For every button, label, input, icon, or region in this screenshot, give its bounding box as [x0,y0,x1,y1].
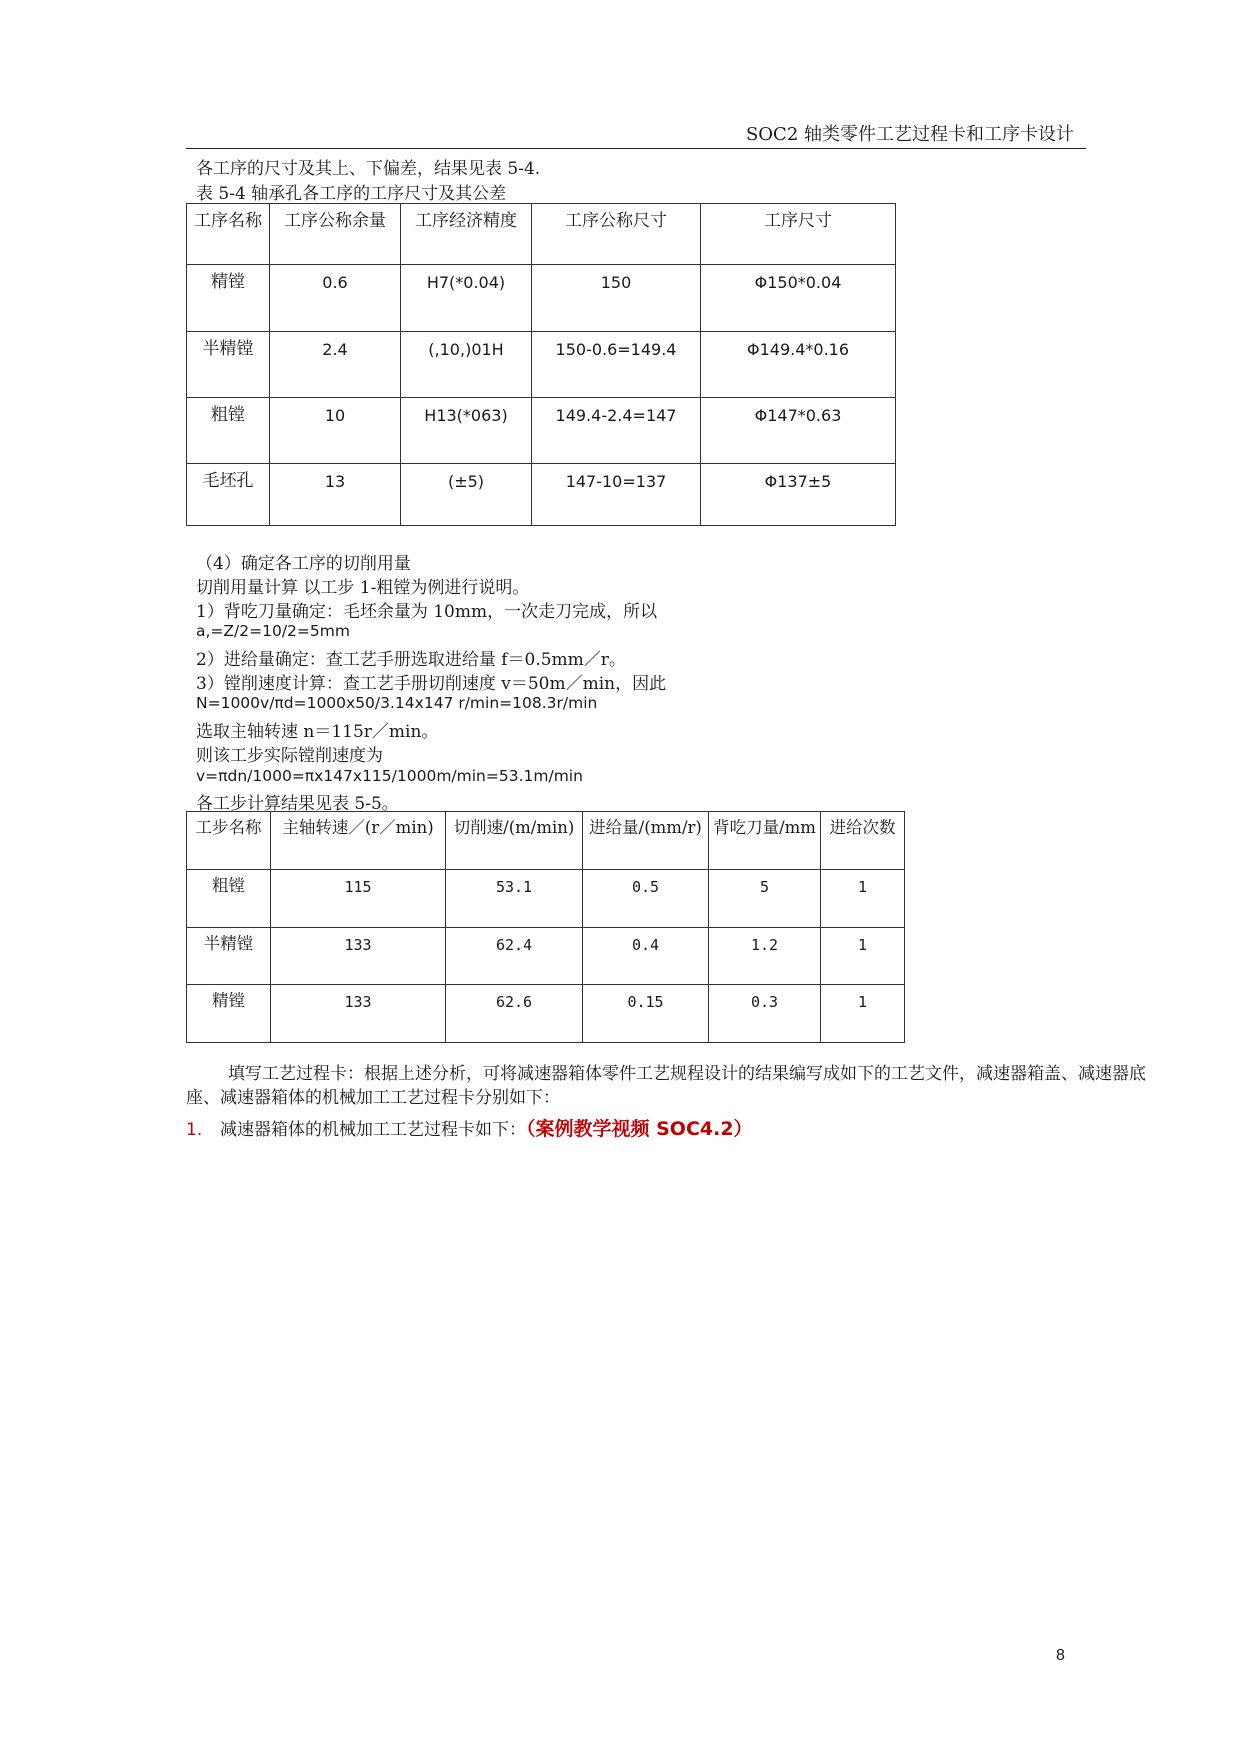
table-cell: (±5) [401,464,532,526]
header-cell: 主轴转速／(r／min) [271,812,446,870]
table-cell: 1 [821,928,905,985]
header-cell: 背吃刀量/mm [709,812,821,870]
page-number: 8 [1056,1647,1065,1664]
header-cell: 工序尺寸 [701,204,896,265]
table-cell: 53.1 [446,870,583,928]
table-cell: 0.6 [270,265,401,332]
table-cell: 133 [271,985,446,1043]
table-cell: 10 [270,398,401,464]
table-cell: 0.15 [583,985,709,1043]
table-cell: 半精镗 [187,332,270,398]
header-cell: 工序名称 [187,204,270,265]
table-row [187,265,896,332]
paragraph-text: 填写工艺过程卡：根据上述分析，可将减速器箱体零件工艺规程设计的结果编写成如下的工艺文件，减速器箱盖、减速器底座、减速器箱体的机械加工工艺过程卡分别如下： [186,1064,1146,1108]
table-cell: H7(*0.04) [401,265,532,332]
table-cell: 149.4-2.4=147 [532,398,701,464]
table-cell: 毛坯孔 [187,464,270,526]
section-4-line: 切削用量计算 以工步 1-粗镗为例进行说明。 [196,578,530,598]
table-cell: 5 [709,870,821,928]
fill-process-card-paragraph [186,1062,1161,1110]
table-cell: 2.4 [270,332,401,398]
formula-line: v=πdn/1000=πx147x115/1000m/min=53.1m/min [196,767,583,785]
section-4-title: （4）确定各工序的切削用量 [196,554,411,574]
page-header [186,118,1086,149]
header-cell: 工步名称 [187,812,271,870]
header-cell: 切削速/(m/min) [446,812,583,870]
table-cell: 精镗 [187,265,270,332]
table-row [187,464,896,526]
table-cell: Φ137±5 [701,464,896,526]
section-4-line: 则该工步实际镗削速度为 [196,746,383,766]
table-row [187,928,905,985]
section-4-line: 1）背吃刀量确定：毛坯余量为 10mm，一次走刀完成，所以 [196,602,658,622]
table-cell: 147-10=137 [532,464,701,526]
table-cell: 1.2 [709,928,821,985]
section-4-line: 3）镗削速度计算：查工艺手册切削速度 v＝50m／min，因此 [196,674,667,694]
header-cell: 进给量/(mm/r) [583,812,709,870]
formula-line: a,=Z/2=10/2=5mm [196,622,350,640]
table-header-row [187,204,896,265]
table-cell: 1 [821,870,905,928]
section-4-line: 各工步计算结果见表 5-5。 [196,794,399,814]
intro-line: 各工序的尺寸及其上、下偏差，结果见表 5-4. [196,159,541,179]
table-row [187,870,905,928]
table-cell: 0.3 [709,985,821,1043]
section-4-line: 选取主轴转速 n＝115r／min。 [196,722,439,742]
table-cell: Φ150*0.04 [701,265,896,332]
header-cell: 工序经济精度 [401,204,532,265]
table-cell: 133 [271,928,446,985]
header-title: SOC2 轴类零件工艺过程卡和工序卡设计 [745,124,1074,145]
table-cell: 精镗 [187,985,271,1043]
header-cell: 工序公称尺寸 [532,204,701,265]
table-cell: 0.5 [583,870,709,928]
table-row [187,332,896,398]
table-row [187,398,896,464]
table-5-4 [186,203,896,526]
table-5-5 [186,811,905,1043]
list-item-text: 减速器箱体的机械加工工艺过程卡如下： [220,1120,526,1140]
table-cell: 13 [270,464,401,526]
table-cell: 150-0.6=149.4 [532,332,701,398]
section-4-line: 2）进给量确定：查工艺手册选取进给量 f＝0.5mm／r。 [196,650,626,670]
table-cell: Φ149.4*0.16 [701,332,896,398]
table-cell: 62.4 [446,928,583,985]
table-cell: 1 [821,985,905,1043]
header-cell: 进给次数 [821,812,905,870]
table-cell: (,10,)01H [401,332,532,398]
list-number: 1. [186,1120,203,1140]
table-cell: 0.4 [583,928,709,985]
table-cell: 半精镗 [187,928,271,985]
video-reference-highlight: （案例教学视频 SOC4.2） [526,1118,753,1140]
table-cell: 粗镗 [187,398,270,464]
table-cell: 150 [532,265,701,332]
table-cell: 62.6 [446,985,583,1043]
header-cell: 工序公称余量 [270,204,401,265]
table-cell: Φ147*0.63 [701,398,896,464]
table-cell: H13(*063) [401,398,532,464]
table-header-row [187,812,905,870]
table-row [187,985,905,1043]
table-cell: 粗镗 [187,870,271,928]
table-cell: 115 [271,870,446,928]
list-item [186,1114,753,1141]
formula-line: N=1000v/πd=1000x50/3.14x147 r/min=108.3r/min [196,694,598,712]
table-5-4-caption: 表 5-4 轴承孔各工序的工序尺寸及其公差 [196,184,507,204]
